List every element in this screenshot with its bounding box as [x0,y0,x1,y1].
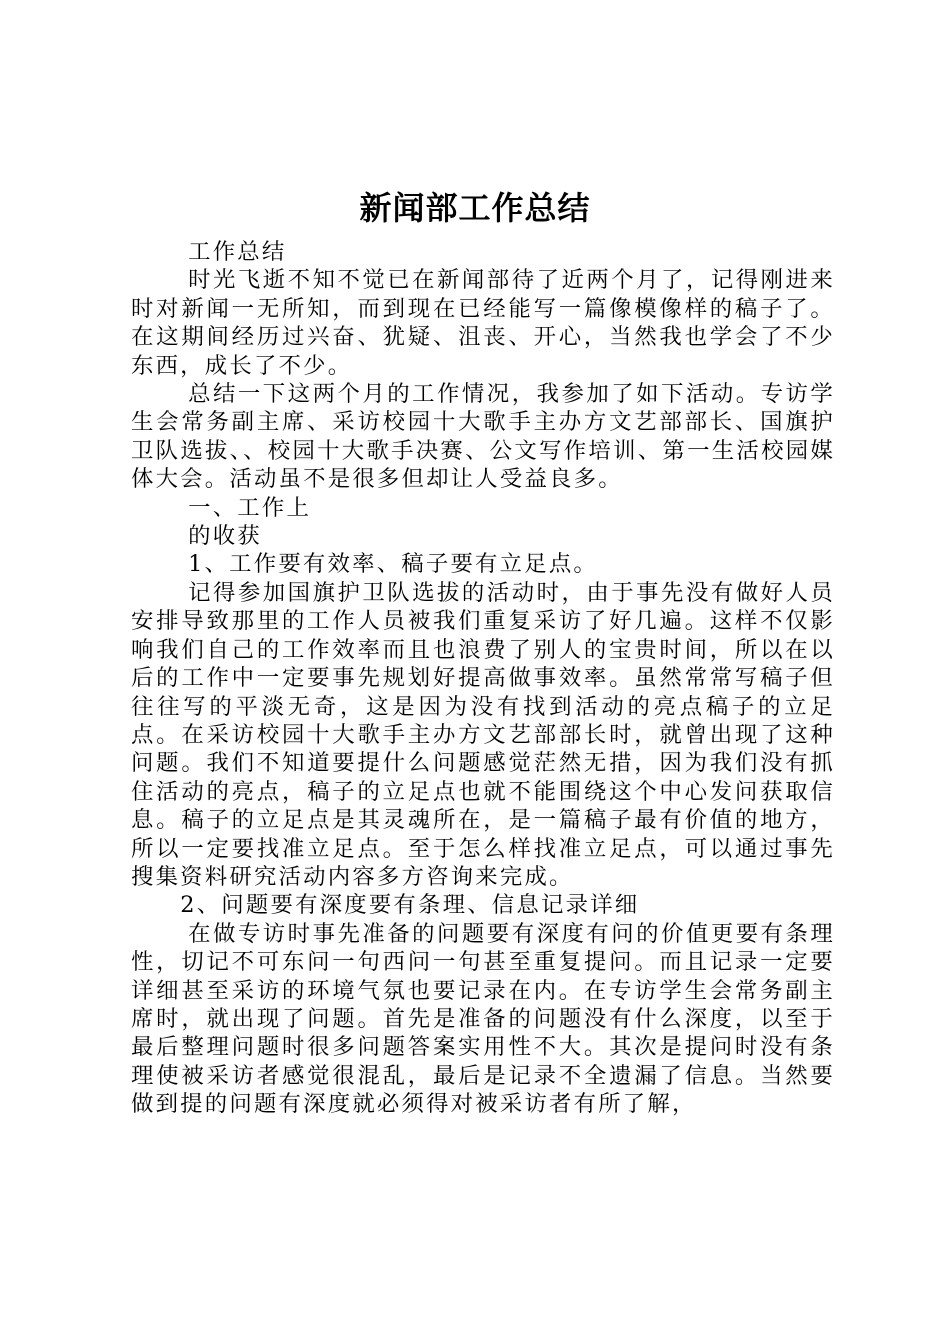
paragraph-subtitle: 工作总结 [188,239,287,265]
section-heading: 一、工作上 [188,494,312,521]
document-title: 新闻部工作总结 [359,189,591,227]
paragraph: 时光飞逝不知不觉已在新闻部待了近两个月了，记得刚进来时对新闻一无所知，而到现在已经能写一篇像模像样的稿子了。在这期间经历过兴奋、犹疑、沮丧、开心，当然我也学会了不少东西，成长了不少。 [131,267,835,379]
section-heading-continued: 的收获 [188,523,262,550]
paragraph: 记得参加国旗护卫队选拔的活动时，由于事先没有做好人员安排导致那里的工作人员被我们重复采访了好几遍。这样不仅影响我们自己的工作效率而且也浪费了别人的宝贵时间，所以在以后的工作中一定要事先规划好提高做事效率。虽然常常写稿子但往往写的平淡无奇，这是因为没有找到活动的亮点稿子的立足点。在采访校园十大歌手主办方文艺部部长时，就曾出现了这种问题。我们不知道要提什么问题感觉茫然无措，因为我们没有抓住活动的亮点，稿子的立足点也就不能围绕这个中心发问获取信息。稿子的立足点是其灵魂所在，是一篇稿子最有价值的地方，所以一定要找准立足点。至于怎么样找准立足点，可以通过事先搜集资料研究活动内容多方咨询来完成。 [131,579,835,890]
paragraph: 总结一下这两个月的工作情况，我参加了如下活动。专访学生会常务副主席、采访校园十大歌手主办方文艺部部长、国旗护卫队选拔、、校园十大歌手决赛、公文写作培训、第一生活校园媒体大会。活动虽不是很多但却让人受益良多。 [131,381,835,493]
subsection-heading: 1、工作要有效率、稿子要有立足点。 [188,551,599,578]
subsection-heading: 2、问题要有深度要有条理、信息记录详细 [180,892,640,919]
paragraph: 在做专访时事先准备的问题要有深度有问的价值更要有条理性，切记不可东问一句西问一句甚至重复提问。而且记录一定要详细甚至采访的环境气氛也要记录在内。在专访学生会常务副主席时，就出现了问题。首先是准备的问题没有什么深度，以至于最后整理问题时很多问题答案实用性不大。其次是提问时没有条理使被采访者感觉很混乱，最后是记录不全遗漏了信息。当然要做到提的问题有深度就必须得对被采访者有所了解， [131,920,835,1118]
document-body [131,238,835,1119]
